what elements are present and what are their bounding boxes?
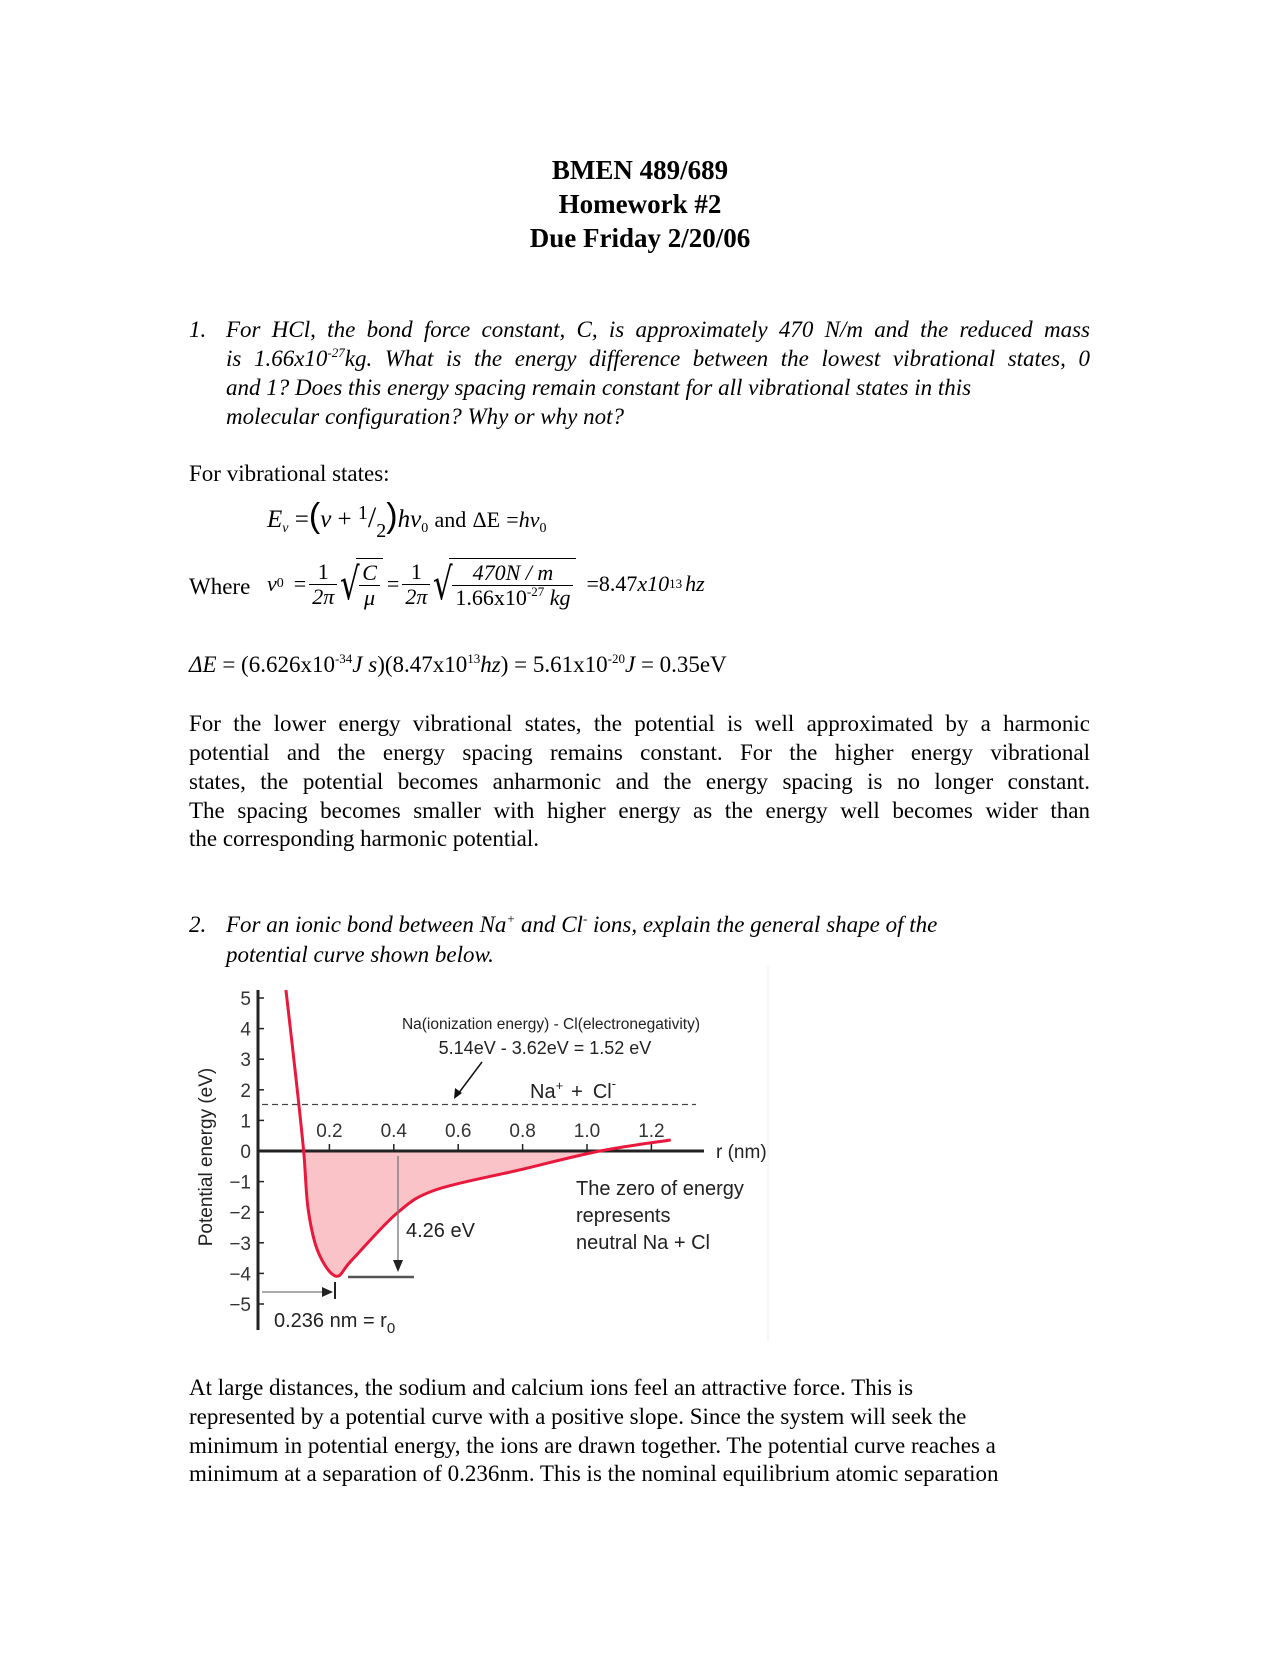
x-tick-label: 0.4: [380, 1121, 408, 1142]
eq-text: hz: [480, 652, 501, 677]
due-date: Due Friday 2/20/06: [529, 223, 751, 253]
q1-line-4: molecular configuration? Why or why not?: [226, 404, 624, 429]
annotation-zero-note: represents: [576, 1205, 671, 1227]
half-fraction: $^1/_2$: [357, 501, 387, 542]
eq-text: = 0.35eV: [635, 652, 727, 677]
eq-symbol: =: [294, 506, 309, 533]
y-tick-label: −4: [229, 1264, 251, 1286]
eq-symbol: E: [267, 506, 283, 533]
denominator: 2π: [312, 583, 335, 609]
course-title: BMEN 489/689: [551, 155, 729, 185]
y-tick-label: 1: [240, 1111, 251, 1133]
y-tick-label: −3: [229, 1233, 251, 1255]
denominator: 2π: [405, 583, 428, 609]
q2-line-2: potential curve shown below.: [226, 942, 494, 967]
x-tick-label: 0.6: [444, 1121, 472, 1142]
numerator: 1: [402, 560, 430, 585]
eq-symbol: ΔE: [189, 652, 217, 677]
eq-symbol: hν: [518, 507, 540, 532]
eq-symbol: =: [506, 507, 519, 532]
y-tick-label: −1: [229, 1172, 251, 1194]
q1-number: 1.: [189, 317, 207, 342]
where-label: Where: [189, 574, 251, 599]
eq-text: 13: [467, 651, 481, 666]
eq-text: )(8.47x10: [377, 652, 468, 677]
q1-text: For HCl, the bond force constant, C, is approximately 470 N/m and the reduced mass: [226, 317, 1090, 342]
eq-symbol: 1: [357, 502, 368, 524]
a2-line: minimum in potential energy, the ions are drawn together. The potential curve reaches a: [189, 1433, 996, 1458]
q2-text: -: [582, 911, 588, 926]
x-tick-label: 0.2: [316, 1121, 343, 1142]
q2-text: For an ionic bond between Na: [226, 912, 507, 937]
y-axis-label: Potential energy (eV): [196, 1067, 217, 1247]
numerator: 470N / m: [452, 561, 573, 586]
numerator: C: [359, 561, 380, 586]
eq-symbol: ν: [282, 521, 289, 536]
x-tick-label: 1.2: [638, 1121, 665, 1142]
q2-text: and Cl: [515, 912, 583, 937]
q1-line-3: and 1? Does this energy spacing remain constant for all vibrational states in this: [226, 375, 972, 400]
eq-symbol: 2: [376, 520, 387, 542]
denominator: μ: [364, 585, 376, 610]
equation-frequency: ν 0 = $\frac{1}{2\pi}$ √ $\frac{C}{\mu}$ = $\frac{1}{2\pi}$ √ $\frac{470N / m}{1.66x10^{-27} kg}$ =8.47 x10 13 hz: [267, 558, 705, 610]
eq-symbol: ν: [410, 506, 422, 533]
sqrt: √ $\frac{C}{\mu}$: [340, 558, 383, 610]
arrow-icon: [458, 1062, 482, 1094]
y-tick-label: 3: [240, 1050, 251, 1072]
annotation-zero-note: The zero of energy: [576, 1178, 744, 1200]
sqrt: √ $\frac{470N / m}{1.66x10^{-27} kg}$: [433, 558, 576, 610]
eq-result: x10: [637, 571, 670, 596]
eq-symbol: -27: [526, 584, 545, 599]
a1-paragraph-line: potential and the energy spacing remains constant. For the higher energy vibrational: [189, 740, 1090, 765]
eq-result: hz: [685, 571, 705, 596]
y-tick-label: 5: [240, 989, 251, 1010]
q1-text: kg. What is the energy difference between the lowest vibrational states, 0: [344, 346, 1090, 371]
eq-symbol: (: [308, 497, 321, 535]
annotation-ions: Na+ + Cl-: [530, 1076, 617, 1103]
y-tick-label: −2: [229, 1203, 251, 1225]
x-tick-label: 1.0: [573, 1121, 601, 1142]
a1-paragraph-line: For the lower energy vibrational states, the potential is well approximated by a harmonic: [189, 711, 1090, 736]
eq-symbol: +: [337, 506, 352, 533]
assignment-title: Homework #2: [558, 189, 722, 219]
a1-paragraph-line: states, the potential becomes anharmonic and the energy spacing is no longer constant.: [189, 769, 1090, 794]
x-axis-label: r (nm): [716, 1142, 767, 1163]
eq-text: J s: [352, 652, 378, 677]
annotation-depth: 4.26 eV: [406, 1220, 475, 1242]
y-tick-label: −5: [229, 1295, 251, 1316]
numerator: 1: [309, 560, 337, 585]
q2-text: +: [506, 911, 516, 926]
y-tick-label: 4: [240, 1019, 251, 1041]
eq-symbol: 0: [421, 521, 429, 536]
a2-line: represented by a potential curve with a positive slope. Since the system will seek the: [189, 1404, 967, 1429]
q2-number: 2.: [189, 912, 207, 937]
annotation-zero-note: neutral Na + Cl: [576, 1232, 710, 1254]
eq-text: ) = 5.61x10: [500, 652, 608, 677]
a1-paragraph-line: The spacing becomes smaller with higher energy as the energy well becomes wider than: [189, 798, 1090, 823]
a1-paragraph-line: the corresponding harmonic potential.: [189, 826, 540, 851]
eq-symbol: 1.66x10: [455, 585, 527, 610]
eq-symbol: ν: [267, 571, 277, 596]
x-tick-label: 0.8: [509, 1121, 536, 1142]
annotation-r0: 0.236 nm = $r_0$: [274, 1310, 396, 1337]
eq-symbol: 0: [539, 521, 547, 536]
eq-symbol: h: [397, 506, 411, 533]
eq-text: = (6.626x10: [216, 652, 335, 677]
eq-symbol: kg: [549, 585, 571, 610]
eq-symbol: ): [386, 497, 398, 535]
eq-symbol: =: [386, 571, 400, 596]
eq-word: and: [434, 507, 467, 532]
eq-result: =8.47: [586, 571, 638, 596]
eq-text: -20: [607, 651, 625, 666]
eq-text: -34: [334, 651, 353, 666]
eq-symbol: =: [293, 571, 307, 596]
a1-intro: For vibrational states:: [189, 461, 390, 486]
q1-text: is 1.66x10: [226, 346, 328, 371]
annotation-ionization: Na(ionization energy) - Cl(electronegativity): [401, 1016, 701, 1033]
a2-line: minimum at a separation of 0.236nm. This is the nominal equilibrium atomic separation: [189, 1461, 999, 1486]
annotation-calculation: 5.14eV - 3.62eV = 1.52 eV: [438, 1038, 652, 1058]
q1-exponent: -27: [327, 345, 345, 360]
q2-text: ions, explain the general shape of the: [587, 912, 938, 937]
arrow-head-icon: [322, 1287, 333, 1297]
y-tick-label: 0: [240, 1142, 251, 1163]
y-tick-label: 2: [240, 1080, 251, 1102]
eq-symbol: ν: [320, 506, 332, 533]
arrow-head-icon: [393, 1260, 403, 1272]
eq-symbol: ΔE: [472, 507, 501, 532]
a2-line: At large distances, the sodium and calcium ions feel an attractive force. This is: [189, 1375, 914, 1400]
eq-text: J: [624, 652, 636, 677]
